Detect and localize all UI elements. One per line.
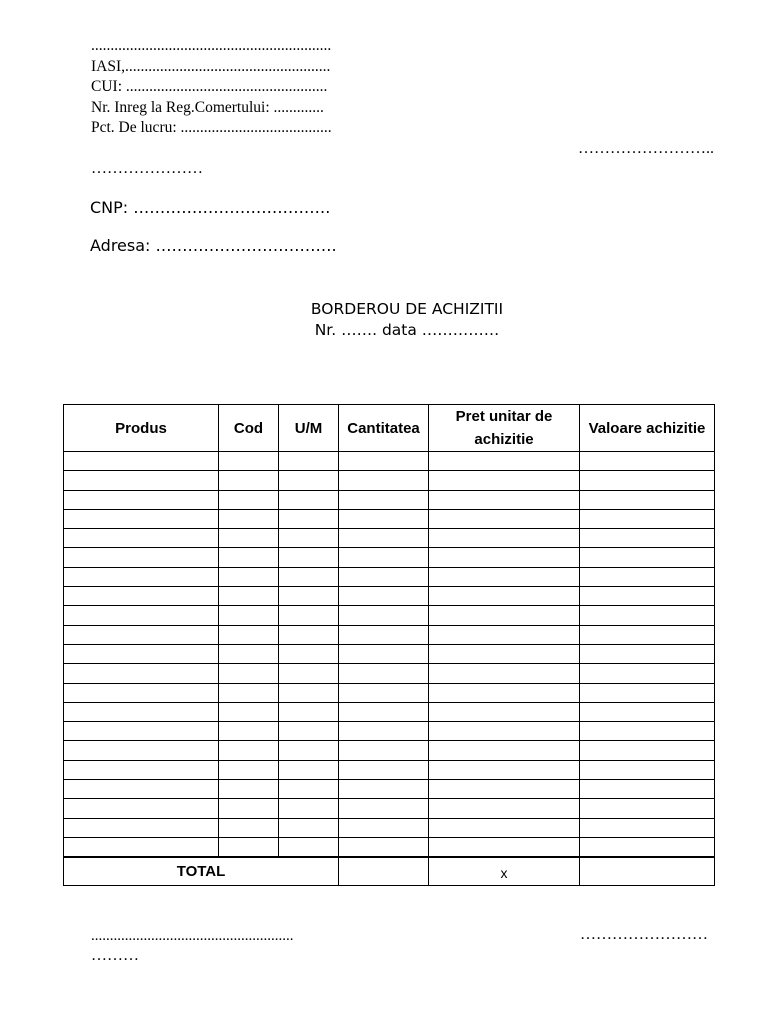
cell-product[interactable] (64, 760, 219, 779)
cell-unit-price[interactable] (429, 452, 580, 471)
cell-unit-price[interactable] (429, 664, 580, 683)
cell-product[interactable] (64, 683, 219, 702)
cell-value[interactable] (580, 799, 715, 818)
header-product: Produs (64, 405, 219, 452)
cell-product[interactable] (64, 818, 219, 837)
cell-quantity[interactable] (339, 529, 429, 548)
cell-product[interactable] (64, 780, 219, 799)
cell-quantity[interactable] (339, 606, 429, 625)
table-body (64, 452, 715, 886)
table-row (64, 587, 715, 606)
cell-value[interactable] (580, 452, 715, 471)
cell-value[interactable] (580, 509, 715, 528)
cell-unit-price[interactable] (429, 567, 580, 586)
cell-unit[interactable] (279, 760, 339, 779)
table-row (64, 722, 715, 741)
cell-unit[interactable] (279, 818, 339, 837)
signature-left-dots-continued: ……… (91, 947, 139, 964)
cell-unit[interactable] (279, 780, 339, 799)
supplier-name-dots: …………………….. (578, 140, 714, 157)
table-row (64, 529, 715, 548)
table-row (64, 471, 715, 490)
cell-quantity[interactable] (339, 722, 429, 741)
cell-unit[interactable] (279, 741, 339, 760)
cell-unit-price[interactable] (429, 490, 580, 509)
cell-value[interactable] (580, 625, 715, 644)
cell-value[interactable] (580, 760, 715, 779)
cell-code[interactable] (219, 452, 279, 471)
cell-unit-price[interactable] (429, 683, 580, 702)
cell-unit-price[interactable] (429, 702, 580, 721)
cell-value[interactable] (580, 664, 715, 683)
company-workpoint-line: Pct. De lucru: ....................................... (91, 119, 332, 136)
cell-unit-price[interactable] (429, 471, 580, 490)
cell-product[interactable] (64, 471, 219, 490)
table-row (64, 452, 715, 471)
total-price-mark: x (429, 857, 580, 886)
cell-quantity[interactable] (339, 780, 429, 799)
company-city-line: IASI,..................................................... (91, 57, 331, 75)
cell-code[interactable] (219, 741, 279, 760)
cell-code[interactable] (219, 664, 279, 683)
cell-value[interactable] (580, 644, 715, 663)
cell-value[interactable] (580, 741, 715, 760)
cell-unit-price[interactable] (429, 722, 580, 741)
cell-unit[interactable] (279, 471, 339, 490)
cell-quantity[interactable] (339, 644, 429, 663)
table-row (64, 741, 715, 760)
table-row (64, 818, 715, 837)
cell-unit[interactable] (279, 664, 339, 683)
cell-value[interactable] (580, 837, 715, 857)
total-quantity-cell[interactable] (339, 857, 429, 886)
cell-quantity[interactable] (339, 490, 429, 509)
cell-code[interactable] (219, 683, 279, 702)
table-row (64, 644, 715, 663)
cell-quantity[interactable] (339, 625, 429, 644)
company-name-line: .............................................................. (91, 37, 332, 54)
cell-unit-price[interactable] (429, 625, 580, 644)
supplier-name-dots-continued: ………………… (91, 160, 203, 177)
cell-unit[interactable] (279, 529, 339, 548)
cell-quantity[interactable] (339, 509, 429, 528)
cell-code[interactable] (219, 780, 279, 799)
total-row (64, 857, 715, 886)
table-row (64, 837, 715, 857)
cell-product[interactable] (64, 548, 219, 567)
cell-quantity[interactable] (339, 683, 429, 702)
signature-left-dots: ...................................................... (91, 928, 294, 944)
cell-quantity[interactable] (339, 452, 429, 471)
cell-product[interactable] (64, 625, 219, 644)
table-row (64, 780, 715, 799)
header-unit-price: Pret unitar de achizitie (429, 405, 580, 452)
cell-code[interactable] (219, 509, 279, 528)
cell-unit-price[interactable] (429, 529, 580, 548)
cell-unit-price[interactable] (429, 548, 580, 567)
cell-product[interactable] (64, 664, 219, 683)
company-reg-line: Nr. Inreg la Reg.Comertului: ............. (91, 98, 324, 116)
cell-code[interactable] (219, 606, 279, 625)
cell-quantity[interactable] (339, 799, 429, 818)
cell-product[interactable] (64, 799, 219, 818)
cell-unit[interactable] (279, 702, 339, 721)
cell-unit-price[interactable] (429, 741, 580, 760)
cell-product[interactable] (64, 490, 219, 509)
cell-product[interactable] (64, 606, 219, 625)
cell-quantity[interactable] (339, 818, 429, 837)
cell-product[interactable] (64, 722, 219, 741)
cell-product[interactable] (64, 837, 219, 857)
cell-unit-price[interactable] (429, 799, 580, 818)
cell-unit[interactable] (279, 509, 339, 528)
table-row (64, 683, 715, 702)
cell-product[interactable] (64, 587, 219, 606)
table-row (64, 664, 715, 683)
cell-quantity[interactable] (339, 664, 429, 683)
cell-value[interactable] (580, 471, 715, 490)
cell-value[interactable] (580, 587, 715, 606)
acquisition-table (63, 404, 715, 886)
cell-value[interactable] (580, 606, 715, 625)
cell-product[interactable] (64, 644, 219, 663)
table-row (64, 625, 715, 644)
table-header-row (64, 405, 715, 452)
cell-code[interactable] (219, 799, 279, 818)
cell-code[interactable] (219, 587, 279, 606)
cell-code[interactable] (219, 702, 279, 721)
cell-code[interactable] (219, 837, 279, 857)
table-row (64, 567, 715, 586)
cell-product[interactable] (64, 529, 219, 548)
cell-value[interactable] (580, 722, 715, 741)
cell-code[interactable] (219, 722, 279, 741)
table-row (64, 548, 715, 567)
cell-unit-price[interactable] (429, 837, 580, 857)
cnp-field: CNP: ………………………………. (90, 198, 331, 217)
cell-unit[interactable] (279, 606, 339, 625)
cell-unit-price[interactable] (429, 818, 580, 837)
cell-code[interactable] (219, 471, 279, 490)
address-field: Adresa: ……………………………. (90, 236, 337, 255)
document-number-date: Nr. ……. data …………… (314, 321, 500, 339)
cell-code[interactable] (219, 760, 279, 779)
cell-unit[interactable] (279, 490, 339, 509)
cell-unit[interactable] (279, 452, 339, 471)
cell-unit[interactable] (279, 837, 339, 857)
cell-unit-price[interactable] (429, 509, 580, 528)
cell-unit-price[interactable] (429, 587, 580, 606)
cell-product[interactable] (64, 452, 219, 471)
cell-unit-price[interactable] (429, 760, 580, 779)
table-row (64, 509, 715, 528)
cell-code[interactable] (219, 625, 279, 644)
cell-code[interactable] (219, 529, 279, 548)
cell-value[interactable] (580, 818, 715, 837)
cell-unit-price[interactable] (429, 644, 580, 663)
cell-product[interactable] (64, 567, 219, 586)
table-row (64, 490, 715, 509)
total-value-cell[interactable] (580, 857, 715, 886)
cell-unit[interactable] (279, 799, 339, 818)
cell-unit[interactable] (279, 548, 339, 567)
table-row (64, 702, 715, 721)
cell-quantity[interactable] (339, 760, 429, 779)
cell-product[interactable] (64, 741, 219, 760)
header-value: Valoare achizitie (580, 405, 715, 452)
cell-product[interactable] (64, 702, 219, 721)
cell-unit[interactable] (279, 644, 339, 663)
cell-value[interactable] (580, 780, 715, 799)
cell-unit-price[interactable] (429, 780, 580, 799)
table-row (64, 760, 715, 779)
cell-value[interactable] (580, 683, 715, 702)
cell-value[interactable] (580, 548, 715, 567)
signature-right-dots: …………………… (580, 926, 708, 943)
cell-code[interactable] (219, 490, 279, 509)
header-code: Cod (219, 405, 279, 452)
cell-code[interactable] (219, 644, 279, 663)
cell-value[interactable] (580, 490, 715, 509)
total-label: TOTAL (64, 857, 339, 886)
cell-quantity[interactable] (339, 741, 429, 760)
table-row (64, 799, 715, 818)
cell-quantity[interactable] (339, 837, 429, 857)
company-info-block (91, 36, 332, 139)
cell-quantity[interactable] (339, 471, 429, 490)
cell-unit[interactable] (279, 683, 339, 702)
cell-unit-price[interactable] (429, 606, 580, 625)
cell-value[interactable] (580, 529, 715, 548)
cell-product[interactable] (64, 509, 219, 528)
header-quantity: Cantitatea (339, 405, 429, 452)
cell-unit[interactable] (279, 587, 339, 606)
header-unit: U/M (279, 405, 339, 452)
table-row (64, 606, 715, 625)
cell-code[interactable] (219, 567, 279, 586)
cell-unit[interactable] (279, 722, 339, 741)
cell-code[interactable] (219, 548, 279, 567)
cell-quantity[interactable] (339, 702, 429, 721)
cell-quantity[interactable] (339, 567, 429, 586)
cell-quantity[interactable] (339, 548, 429, 567)
cell-value[interactable] (580, 702, 715, 721)
cell-unit[interactable] (279, 625, 339, 644)
cell-quantity[interactable] (339, 587, 429, 606)
cell-unit[interactable] (279, 567, 339, 586)
company-cui-line: CUI: .................................................... (91, 78, 328, 95)
document-title: BORDEROU DE ACHIZITII (310, 300, 504, 318)
cell-value[interactable] (580, 567, 715, 586)
cell-code[interactable] (219, 818, 279, 837)
